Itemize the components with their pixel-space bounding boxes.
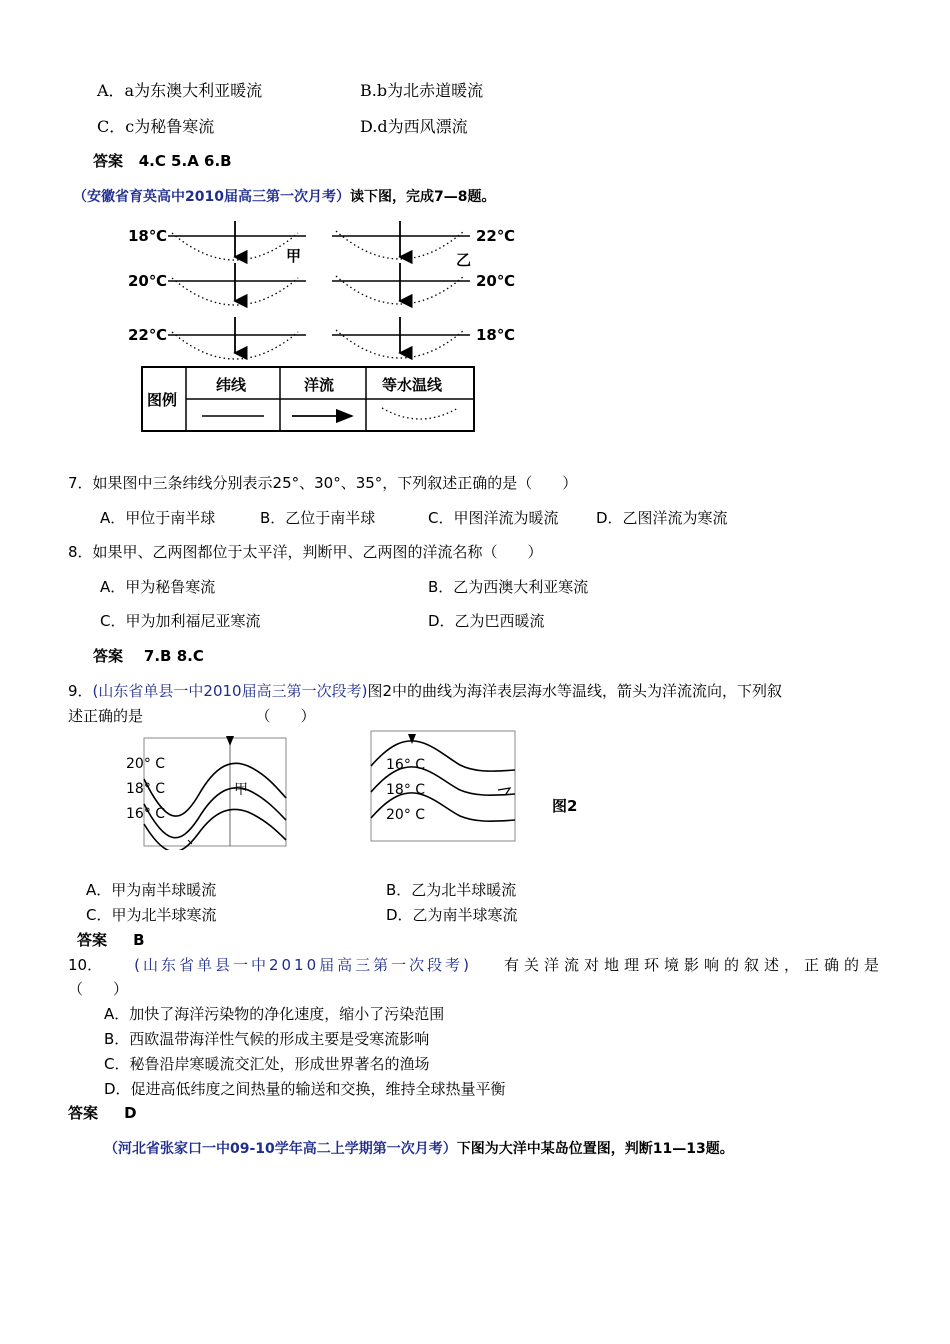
answer-label: 答案 xyxy=(93,647,124,665)
q10-paren: （ ） xyxy=(68,980,129,998)
q8-option-c: C．甲为加利福尼亚寒流 xyxy=(100,612,261,630)
legend-header-latitude: 纬线 xyxy=(216,376,247,394)
question-8-stem: 8．如果甲、乙两图都位于太平洋，判断甲、乙两图的洋流名称（ ） xyxy=(68,543,543,561)
fig2-right-label-20: 20° C xyxy=(386,807,426,823)
question-9-stem xyxy=(68,680,782,701)
label-jia: 甲 xyxy=(286,247,302,265)
answer-label: 答案 xyxy=(77,931,108,949)
fig2-left-label-20: 20° C xyxy=(126,756,166,772)
answer-value: 7.B 8.C xyxy=(143,647,204,665)
q10-option-a: A．加快了海洋污染物的净化速度，缩小了污染范围 xyxy=(104,1005,445,1023)
question-10-stem xyxy=(68,954,884,975)
q7-option-c: C．甲图洋流为暖流 xyxy=(428,509,559,527)
q9-option-b: B．乙为北半球暖流 xyxy=(386,881,517,899)
q10-option-d: D．促进高低纬度之间热量的输送和交换，维持全球热量平衡 xyxy=(104,1080,506,1098)
fig2-label-jia: 甲 xyxy=(234,782,248,798)
legend-header-isotherm: 等水温线 xyxy=(382,376,443,394)
section-instruction: 读下图，完成7—8题。 xyxy=(349,189,496,205)
q8-option-a: A．甲为秘鲁寒流 xyxy=(100,578,216,596)
label-yi: 乙 xyxy=(456,251,472,269)
legend-header-current: 洋流 xyxy=(304,376,335,394)
option-4d: D.d为西风漂流 xyxy=(360,117,468,136)
section-11-13-header xyxy=(104,1138,734,1158)
section-7-8-header xyxy=(73,186,495,206)
q9-option-a: A．甲为南半球暖流 xyxy=(86,881,217,899)
right-label-1: 22℃ xyxy=(476,227,516,245)
answer-value: D xyxy=(124,1104,137,1122)
q9-stem-text: 图2中的曲线为海洋表层海水等温线，箭头为洋流流向，下列叙 xyxy=(367,682,782,700)
source-citation: （河北省张家口一中09-10学年高二上学期第一次月考） xyxy=(104,1141,457,1157)
source-citation: （安徽省育英高中2010届高三第一次月考） xyxy=(73,189,350,205)
answer-4-6 xyxy=(93,150,232,171)
option-4c: C．c为秘鲁寒流 xyxy=(97,117,215,136)
q10-option-c: C．秘鲁沿岸寒暖流交汇处，形成世界著名的渔场 xyxy=(104,1055,430,1073)
current-arrows xyxy=(235,221,400,353)
latitude-lines xyxy=(168,236,470,335)
fig2-right-label-18: 18° C xyxy=(386,782,426,798)
answer-7-8 xyxy=(93,645,204,666)
q7-option-b: B．乙位于南半球 xyxy=(260,509,376,527)
answer-value: 4.C 5.A 6.B xyxy=(138,152,232,170)
answer-label: 答案 xyxy=(68,1104,99,1122)
left-label-3: 22℃ xyxy=(128,326,168,344)
option-4b: B.b为北赤道暖流 xyxy=(360,81,484,100)
legend-isotherm-symbol xyxy=(382,408,458,419)
fig2-left-label-16: 16° C xyxy=(126,806,166,822)
option-4a: A．a为东澳大利亚暖流 xyxy=(97,81,263,100)
q9-option-d: D．乙为南半球寒流 xyxy=(386,906,518,924)
right-label-2: 20℃ xyxy=(476,272,516,290)
q9-option-c: C．甲为北半球寒流 xyxy=(86,906,217,924)
q10-number: 10． xyxy=(68,956,103,974)
q8-option-b: B．乙为西澳大利亚寒流 xyxy=(428,578,589,596)
right-label-3: 18℃ xyxy=(476,326,516,344)
figure2-caption: 图2 xyxy=(552,797,578,815)
question-7-stem: 7．如果图中三条纬线分别表示25°、30°、35°，下列叙述正确的是（ ） xyxy=(68,474,578,492)
q10-stem-text: 有关洋流对地理环境影响的叙述，正确的是 xyxy=(503,956,884,974)
left-label-2: 20℃ xyxy=(128,272,168,290)
fig2-left-label-18: 18° C xyxy=(126,781,166,797)
figure-current-isotherm xyxy=(120,215,520,437)
answer-10 xyxy=(68,1102,137,1123)
figure2-right-yi xyxy=(370,730,518,844)
isotherm-curves xyxy=(172,231,464,359)
q10-option-b: B．西欧温带海洋性气候的形成主要是受寒流影响 xyxy=(104,1030,430,1048)
left-label-1: 18℃ xyxy=(128,227,168,245)
source-citation: (山东省单县一中2010届高三第一次段考) xyxy=(134,956,472,974)
legend-title: 图例 xyxy=(147,391,178,409)
section-instruction: 下图为大洋中某岛位置图，判断11—13题。 xyxy=(456,1141,734,1157)
legend xyxy=(142,367,474,431)
answer-value: B xyxy=(133,931,145,949)
q9-number: 9． xyxy=(68,682,93,700)
answer-9 xyxy=(77,929,145,950)
q8-option-d: D．乙为巴西暖流 xyxy=(428,612,545,630)
question-9-stem-line2: 述正确的是 （ ） xyxy=(68,707,316,725)
source-citation: (山东省单县一中2010届高三第一次段考) xyxy=(92,682,368,700)
answer-label: 答案 xyxy=(93,152,124,170)
q7-option-a: A．甲位于南半球 xyxy=(100,509,216,527)
fig2-right-label-16: 16° C xyxy=(386,757,426,773)
q7-option-d: D．乙图洋流为寒流 xyxy=(596,509,728,527)
figure2-left-jia xyxy=(118,734,290,850)
